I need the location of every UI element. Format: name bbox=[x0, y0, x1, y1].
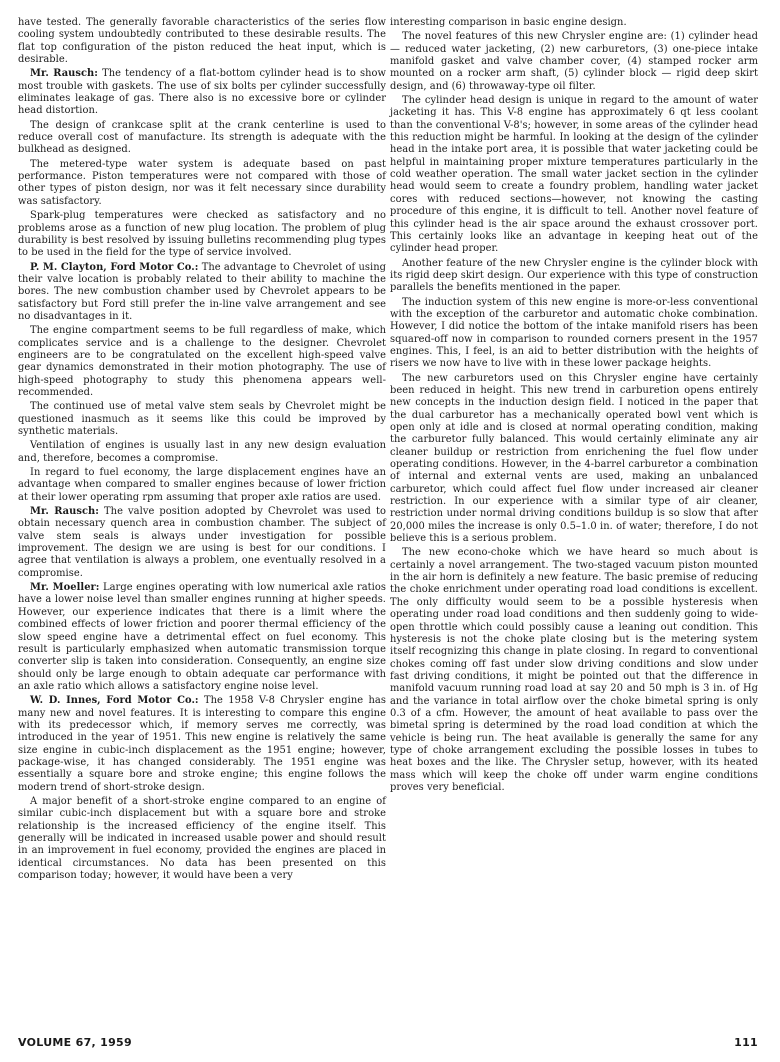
speaker-name: Mr. Rausch: bbox=[30, 68, 98, 80]
paragraph bbox=[18, 262, 386, 324]
speaker-name: W. D. Innes, Ford Motor Co.: bbox=[30, 695, 199, 707]
paragraph-text: The induction system of this new engine is more-or-less conventional with the exception of the carburetor and automatic choke combination. However, I did notice the bottom of the intake manifold risers has been squared-off now in comparison to rounded corners present in the 1957 engines. This, I feel, is an aid to better distribution with the heights of risers we now have to live with in these lower package heights. bbox=[390, 296, 758, 370]
paragraph bbox=[390, 373, 758, 546]
paragraph-text: The tendency of a flat-bottom cylinder head is to show most trouble with gaskets. The use of six bolts per cylinder successfully eliminates leakage of gas. There also is no excessive bore or cylinder head distortion. bbox=[18, 68, 386, 117]
paragraph-text: The 1958 V-8 Chrysler engine has many new and novel features. It is interesting to compare this engine with its predecessor which, if memory serves me correctly, was introduced in the year of 1951. This new engine is relatively the same size engine in cubic-inch displacement as the 1951 engine; however, package-wise, it has changed considerably. The 1951 engine was essentially a square bore and stroke engine; this engine follows the modern trend of short-stroke design. bbox=[18, 695, 386, 793]
paragraph bbox=[18, 159, 386, 208]
volume-footer: VOLUME 67, 1959 bbox=[18, 1036, 132, 1049]
paragraph bbox=[18, 506, 386, 580]
speaker-name: Mr. Moeller: bbox=[30, 582, 100, 594]
paragraph bbox=[18, 796, 386, 882]
paragraph-text: The novel features of this new Chrysler engine are: (1) cylinder head — reduced water jacketing, (2) new carburetors, (3) one-piece intake manifold gasket and valve chamber cover, (4) stamped rocker arm mounted on a rocker arm shaft, (5) cylinder block — rigid deep skirt design, and (6) throwaway-type oil filter. bbox=[390, 31, 758, 92]
paragraph bbox=[18, 120, 386, 157]
paragraph bbox=[390, 547, 758, 794]
paragraph bbox=[390, 31, 758, 93]
paragraph-text: Spark-plug temperatures were checked as satisfactory and no problems arose as a function of new plug location. The problem of plug durability is best resolved by issuing bulletins recommending plug types to be used in the field for the type of service involved. bbox=[18, 210, 386, 259]
page-number: 111 bbox=[734, 1036, 758, 1049]
paragraph-text: Another feature of the new Chrysler engine is the cylinder block with its rigid deep skirt design. Our experience with this type of construction parallels the benefits mentioned in the paper. bbox=[390, 257, 758, 294]
speaker-name: P. M. Clayton, Ford Motor Co.: bbox=[30, 261, 199, 273]
paragraph-text: The engine compartment seems to be full regardless of make, which complicates service and is a challenge to the designer. Chevrolet engineers are to be congratulated on the excellent high-speed valve gear dynamics demonstrated in their motion photography. The use of high-speed photography to study this phenomena appears well-recommended. bbox=[18, 325, 386, 398]
paragraph bbox=[390, 258, 758, 295]
paragraph-text: A major benefit of a short-stroke engine compared to an engine of similar cubic-inch displacement but with a square bore and stroke relationship is the increased efficiency of the engine itself. This generally will be indicated in increased usable power and should result in an improvement in fuel economy, provided the engines are placed in identical circumstances. No data has been presented on this comparison today; however, it would have been a very bbox=[18, 795, 386, 882]
paragraph-text: The valve position adopted by Chevrolet was used to obtain necessary quench area in combustion chamber. The subject of valve stem seals is always under investigation for possible improvement. The design we are using is best for our conditions. I agree that ventilation is always a problem, one eventually resolved in a compromise. bbox=[18, 506, 386, 579]
paragraph-text: Ventilation of engines is usually last in any new design evaluation and, therefore, becomes a compromise. bbox=[18, 440, 386, 464]
right-column bbox=[390, 17, 758, 796]
paragraph-text: The advantage to Chevrolet of using their valve location is probably related to their ability to machine the bores. The new combustion chamber used by Chevrolet appears to be satisfactory but Ford still prefer the in-line valve arrangement and see no disadvantages in it. bbox=[18, 261, 386, 322]
paragraph-text: The metered-type water system is adequate based on past performance. Piston temperatures were not compared with those of other types of piston design, nor was it felt necessary since durability was satisfactory. bbox=[18, 158, 386, 207]
left-column bbox=[18, 17, 386, 884]
paragraph bbox=[18, 695, 386, 794]
paragraph-text: interesting comparison in basic engine design. bbox=[390, 17, 627, 28]
paragraph bbox=[18, 17, 386, 66]
speaker-name: Mr. Rausch: bbox=[30, 506, 99, 518]
paragraph-text: The continued use of metal valve stem seals by Chevrolet might be questioned inasmuch as it seems like this could be improved by synthetic materials. bbox=[18, 401, 386, 437]
paragraph bbox=[18, 467, 386, 504]
paragraph bbox=[18, 582, 386, 693]
paragraph-text: The new carburetors used on this Chrysler engine have certainly been reduced in height. This new trend in carburetion opens entirely new concepts in the induction design field. I noticed in the paper that the dual carburetor has a mechanically operated bowl vent which is open only at idle and is closed at normal operating condition, making the carburetor fully balanced. This would certainly eliminate any air cleaner buildup or restriction from enrichening the fuel flow under operating conditions. However, in the 4-barrel carburetor a combination of internal and external vents are used, making an unbalanced carburetor, which could affect fuel flow under increased air cleaner restriction. In our experience with a similar type of air cleaner, restriction under normal driving conditions buildup is so slow that after 20,000 miles the increase is only 0.5–1.0 in. of water; therefore, I do not believe this is a serious problem. bbox=[390, 372, 758, 545]
paragraph bbox=[18, 68, 386, 117]
paragraph-text: The new econo-choke which we have heard so much about is certainly a novel arrangement. The two-staged vacuum piston mounted in the air horn is definitely a new feature. The basic premise of reducing the choke enrichment under operating road load conditions is excellent. The only difficulty would seem to be a possible hysteresis when operating under road load conditions and then suddenly going to wide-open throttle which could possibly cause a leaning out condition. This hysteresis is not the choke plate closing but is the metering system itself recognizing this change in plate closing. In regard to conventional chokes coming off fast under slow driving conditions and slow under fast driving conditions, it might be pointed out that the difference in manifold vacuum running road load at say 20 and 50 mph is 3 in. of Hg and the variance in total airflow over the choke bimetal spring is only 0.3 of a cfm. However, the amount of heat available to pass over the bimetal spring is determined by the road load condition at which the vehicle is being run. The heat available is generally the same for any type of choke arrangement excluding the possible losses in tubes to heat boxes and the like. The Chrysler setup, however, with its heated mass which will keep the choke off under warm engine conditions proves very beneficial. bbox=[390, 547, 758, 793]
paragraph-text: The design of crankcase split at the crank centerline is used to reduce overall cost of manufacture. Its strength is adequate with the bulkhead as designed. bbox=[18, 119, 386, 156]
paragraph-text: The cylinder head design is unique in regard to the amount of water jacketing it has. This V-8 engine has approximately 6 qt less coolant than the conventional V-8's; however, in some areas of the cylinder head this reduction might be harmful. In looking at the design of the cylinder head in the intake port area, it is possible that water jacketing could be helpful in maintaining proper mixture temperatures particularly in the cold weather operation. The small water jacket section in the cylinder head would seem to create a foundry problem, handling water jacket cores with reduced sections—however, not knowing the casting procedure of this engine, it is difficult to tell. Another novel feature of this cylinder head is the air space around the exhaust crossover port. This certainly looks like an advantage in keeping heat out of the cylinder head proper. bbox=[390, 95, 758, 255]
paragraph bbox=[18, 401, 386, 438]
paragraph bbox=[18, 325, 386, 399]
paragraph-text: In regard to fuel economy, the large displacement engines have an advantage when compared to smaller engines because of lower friction at their lower operating rpm assuming that proper axle ratios are used. bbox=[18, 467, 386, 503]
paragraph-text: have tested. The generally favorable characteristics of the series flow cooling system undoubtedly contributed to these desirable results. The flat top configuration of the piston reduced the heat input, which is desirable. bbox=[18, 17, 386, 66]
paragraph bbox=[390, 95, 758, 255]
paragraph bbox=[18, 210, 386, 259]
paragraph-text: Large engines operating with low numerical axle ratios have a lower noise level than smaller engines running at higher speeds. However, our experience indicates that there is a limit where the combined effects of lower friction and poorer thermal efficiency of the slow speed engine have a detrimental effect on fuel economy. This result is particularly emphasized when automatic transmission torque converter slip is taken into consideration. Consequently, an engine size should only be large enough to obtain adequate car performance with an axle ratio which allows a satisfactory engine noise level. bbox=[18, 582, 386, 692]
paragraph bbox=[390, 17, 758, 29]
paragraph bbox=[18, 440, 386, 465]
paragraph bbox=[390, 297, 758, 371]
